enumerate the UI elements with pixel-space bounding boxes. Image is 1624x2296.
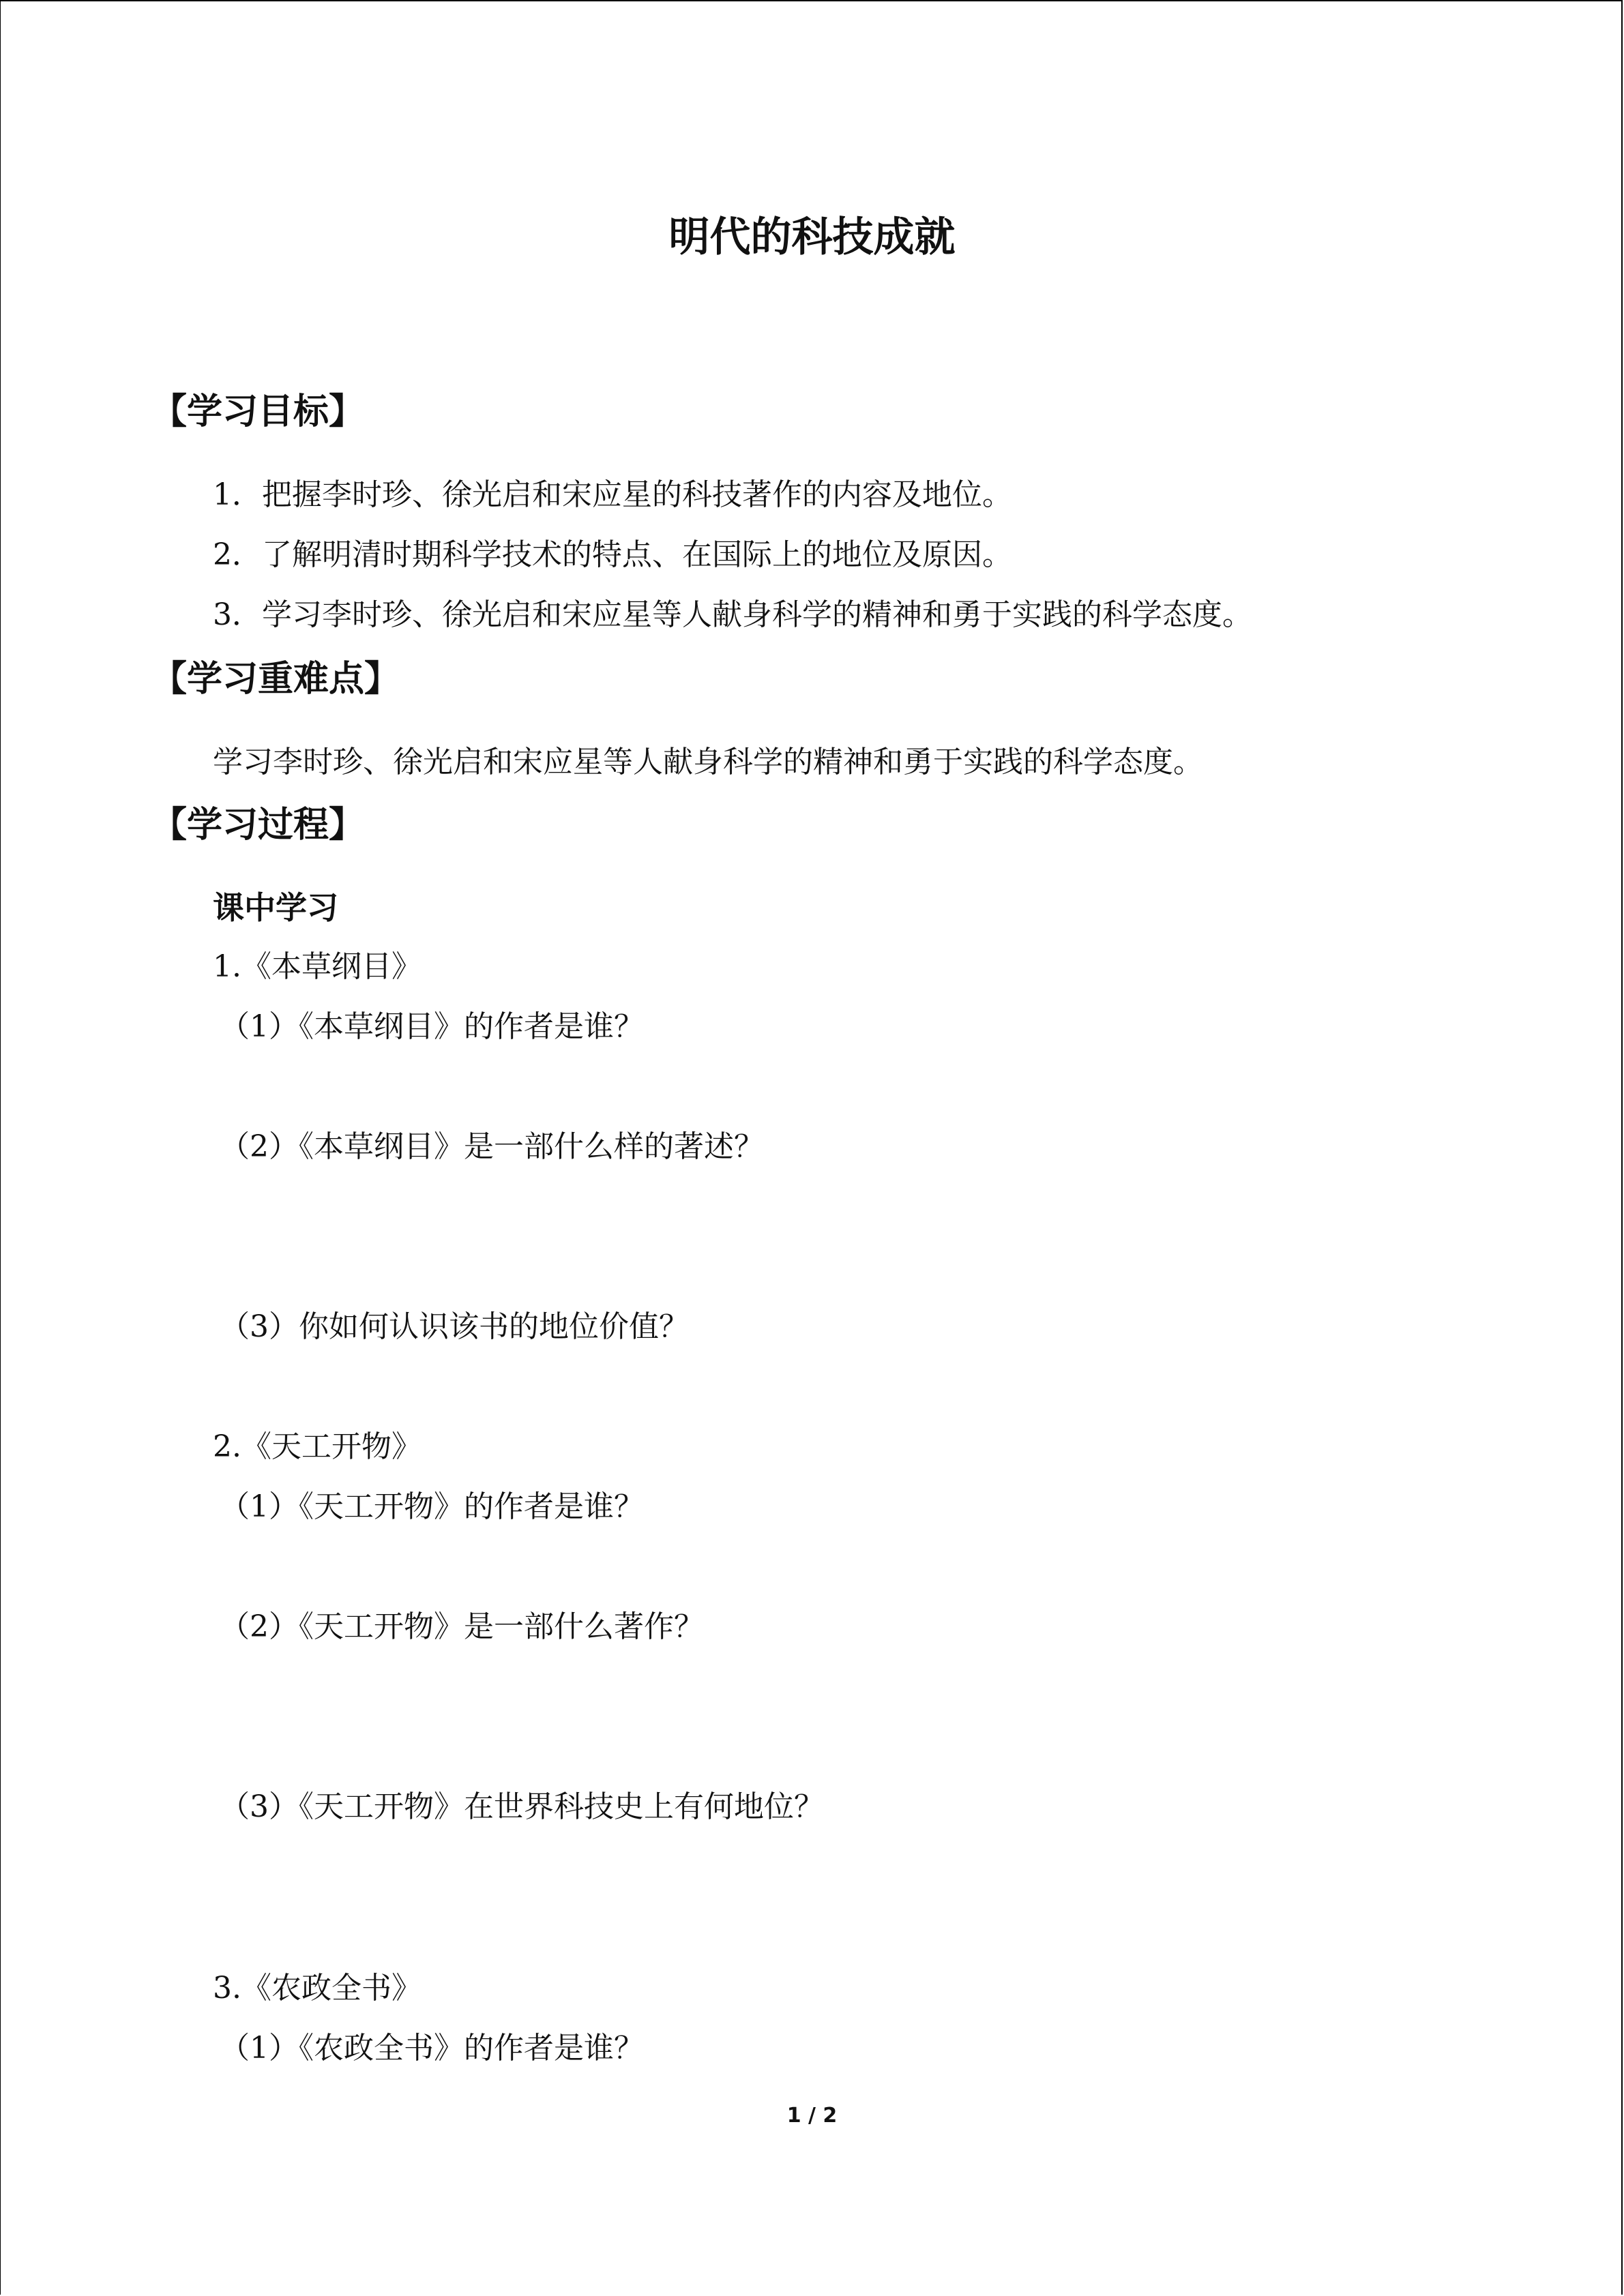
- page-number: 1 / 2: [786, 2104, 838, 2128]
- question-bencao-2: （2）《本草纲目》是一部什么样的著述？: [220, 1129, 764, 1164]
- question-tiangong-3: （3）《天工开物》在世界科技史上有何地位？: [220, 1789, 824, 1824]
- goal-item-1: 1．把握李时珍、徐光启和宋应星的科技著作的内容及地位。: [213, 477, 1012, 512]
- question-bencao-3: （3）你如何认识该书的地位价值？: [220, 1309, 689, 1344]
- item-title-tiangong: 2.《天工开物》: [213, 1429, 422, 1464]
- key-points-text: 学习李时珍、徐光启和宋应星等人献身科学的精神和勇于实践的科学态度。: [213, 745, 1203, 779]
- question-tiangong-1: （1）《天工开物》的作者是谁？: [220, 1489, 644, 1524]
- question-tiangong-2: （2）《天工开物》是一部什么著作？: [220, 1609, 704, 1644]
- heading-learning-goals: 【学习目标】: [151, 391, 365, 432]
- question-nongzheng-1: （1）《农政全书》的作者是谁？: [220, 2031, 644, 2066]
- page-title: 明代的科技成就: [668, 213, 956, 261]
- goal-item-3: 3．学习李时珍、徐光启和宋应星等人献身科学的精神和勇于实践的科学态度。: [213, 597, 1252, 632]
- heading-learning-process: 【学习过程】: [151, 805, 365, 846]
- subheading-in-class: 课中学习: [213, 889, 338, 926]
- question-bencao-1: （1）《本草纲目》的作者是谁？: [220, 1009, 644, 1044]
- item-title-bencao: 1.《本草纲目》: [213, 949, 422, 984]
- goal-item-2: 2．了解明清时期科学技术的特点、在国际上的地位及原因。: [213, 537, 1012, 572]
- heading-key-points: 【学习重难点】: [151, 659, 400, 700]
- item-title-nongzheng: 3.《农政全书》: [213, 1971, 422, 2006]
